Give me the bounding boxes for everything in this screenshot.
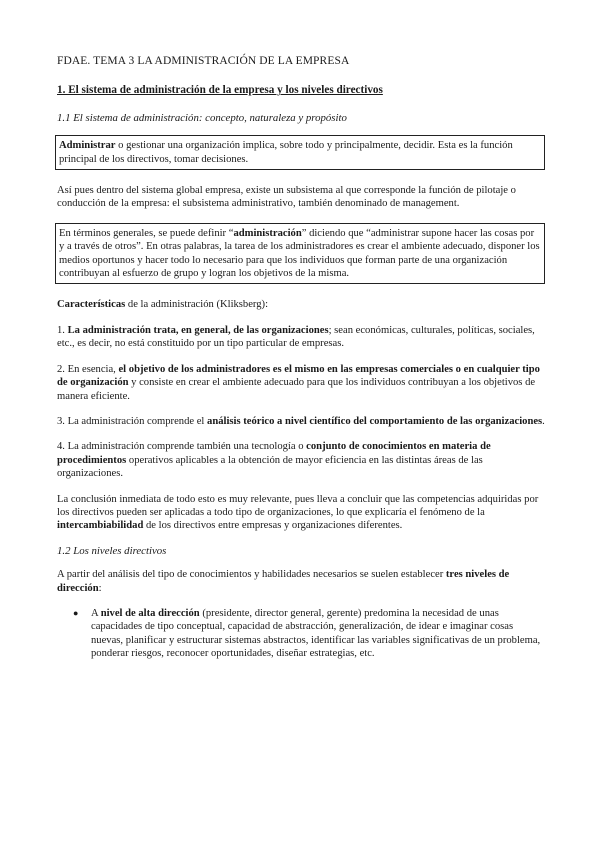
term-intercambiabilidad: intercambiabilidad <box>57 520 144 532</box>
item-suffix: . <box>542 415 545 427</box>
definition-pre: En términos generales, se puede definir “ <box>59 227 234 239</box>
definition-box-administrar <box>55 135 545 170</box>
characteristic-item-3 <box>57 415 545 428</box>
characteristics-intro <box>57 298 545 311</box>
item-suffix: operativos aplicables a la obtención de mayor eficiencia en las distintas áreas de las organizaciones. <box>57 454 483 480</box>
bullet-pre: A <box>91 607 101 619</box>
item-suffix: y consiste en crear el ambiente adecuado para que los individuos contribuyan a los objetivos de manera eficiente. <box>57 377 536 402</box>
conclusion-post: de los directivos entre empresas y organizaciones diferentes. <box>143 520 403 532</box>
characteristic-item-4 <box>57 440 545 480</box>
bullet-post: (presidente, director general, gerente) predomina la necesidad de unas capacidades de tipo conceptual, capacidad de abstracción, generalización, de idear e imaginar cosas nuevas, planificar y estructurar sistemas abstractos, identificar las variables significativas de un problema, ponderar riesgos, reconocer oportunidades, diseñar estrategias, etc. <box>91 607 541 660</box>
definition-text: o gestionar una organización implica, sobre todo y principalmente, decidir. Esta es la función principal de los directivos, tomar decisiones. <box>59 140 513 165</box>
definition-post: ” diciendo que “administrar supone hacer las cosas por y a través de otros”. En otras palabras, la tarea de los administradores es crear el ambiente adecuado, disponer los medios oportunos y hacer todo lo necesario para que los individuos que forman parte de una organización contribuyan al esfuerzo de grupo y logran los objetivos de la misma. <box>59 227 540 280</box>
levels-intro-pre: A partir del análisis del tipo de conocimientos y habilidades necesarios se suelen establecer <box>57 569 446 581</box>
characteristic-item-1 <box>57 324 545 351</box>
item-prefix: 4. La administración comprende también una tecnología o <box>57 441 307 453</box>
characteristics-text: de la administración (Kliksberg): <box>125 299 269 311</box>
list-item-alta-direccion <box>91 607 545 661</box>
item-bold: La administración trata, en general, de las organizaciones <box>67 324 329 336</box>
levels-list <box>57 607 545 661</box>
item-bold: el objetivo de los administradores es el mismo en las empresas comerciales o en cualquier tipo de organización <box>57 363 540 389</box>
item-suffix: ; sean económicas, culturales, políticas, sociales, etc., es decir, no está constituido por un tipo particular de empresas. <box>57 324 535 350</box>
conclusion-paragraph <box>57 493 545 533</box>
item-bold: conjunto de conocimientos en materia de procedimientos <box>57 441 491 466</box>
section-1-heading: 1. El sistema de administración de la empresa y los niveles directivos <box>57 84 383 97</box>
item-prefix: 1. <box>57 324 68 336</box>
document-title: FDAE. TEMA 3 LA ADMINISTRACIÓN DE LA EMPRESA <box>57 55 350 67</box>
levels-intro-post: : <box>98 582 102 594</box>
paragraph-subsistema: Así pues dentro del sistema global empresa, existe un subsistema al que corresponde la función de pilotaje o conducción de la empresa: el subsistema administrativo, también denominado de management. <box>57 185 516 210</box>
item-prefix: 2. En esencia, <box>57 363 119 375</box>
document-page <box>57 55 545 661</box>
conclusion-pre: La conclusión inmediata de todo esto es muy relevante, pues lleva a concluir que las competencias adquiridas por los directivos pueden ser aplicadas a todo tipo de organizaciones, lo que explicaría el fenómeno de la <box>57 493 539 518</box>
subsection-1-1-heading: 1.1 El sistema de administración: concepto, naturaleza y propósito <box>57 111 347 124</box>
definition-box-administracion <box>55 223 545 285</box>
term-alta-direccion: nivel de alta dirección <box>100 607 200 619</box>
item-prefix: 3. La administración comprende el <box>57 415 208 427</box>
item-bold: análisis teórico a nivel científico del comportamiento de las organizaciones <box>207 415 543 427</box>
subsection-1-2-heading: 1.2 Los niveles directivos <box>57 544 167 557</box>
term-administrar: Administrar <box>59 140 116 152</box>
term-administracion: administración <box>233 227 302 239</box>
term-tres-niveles: tres niveles de dirección <box>57 569 510 594</box>
levels-intro <box>57 568 545 595</box>
characteristics-label: Características <box>57 299 126 311</box>
characteristic-item-2 <box>57 363 545 403</box>
